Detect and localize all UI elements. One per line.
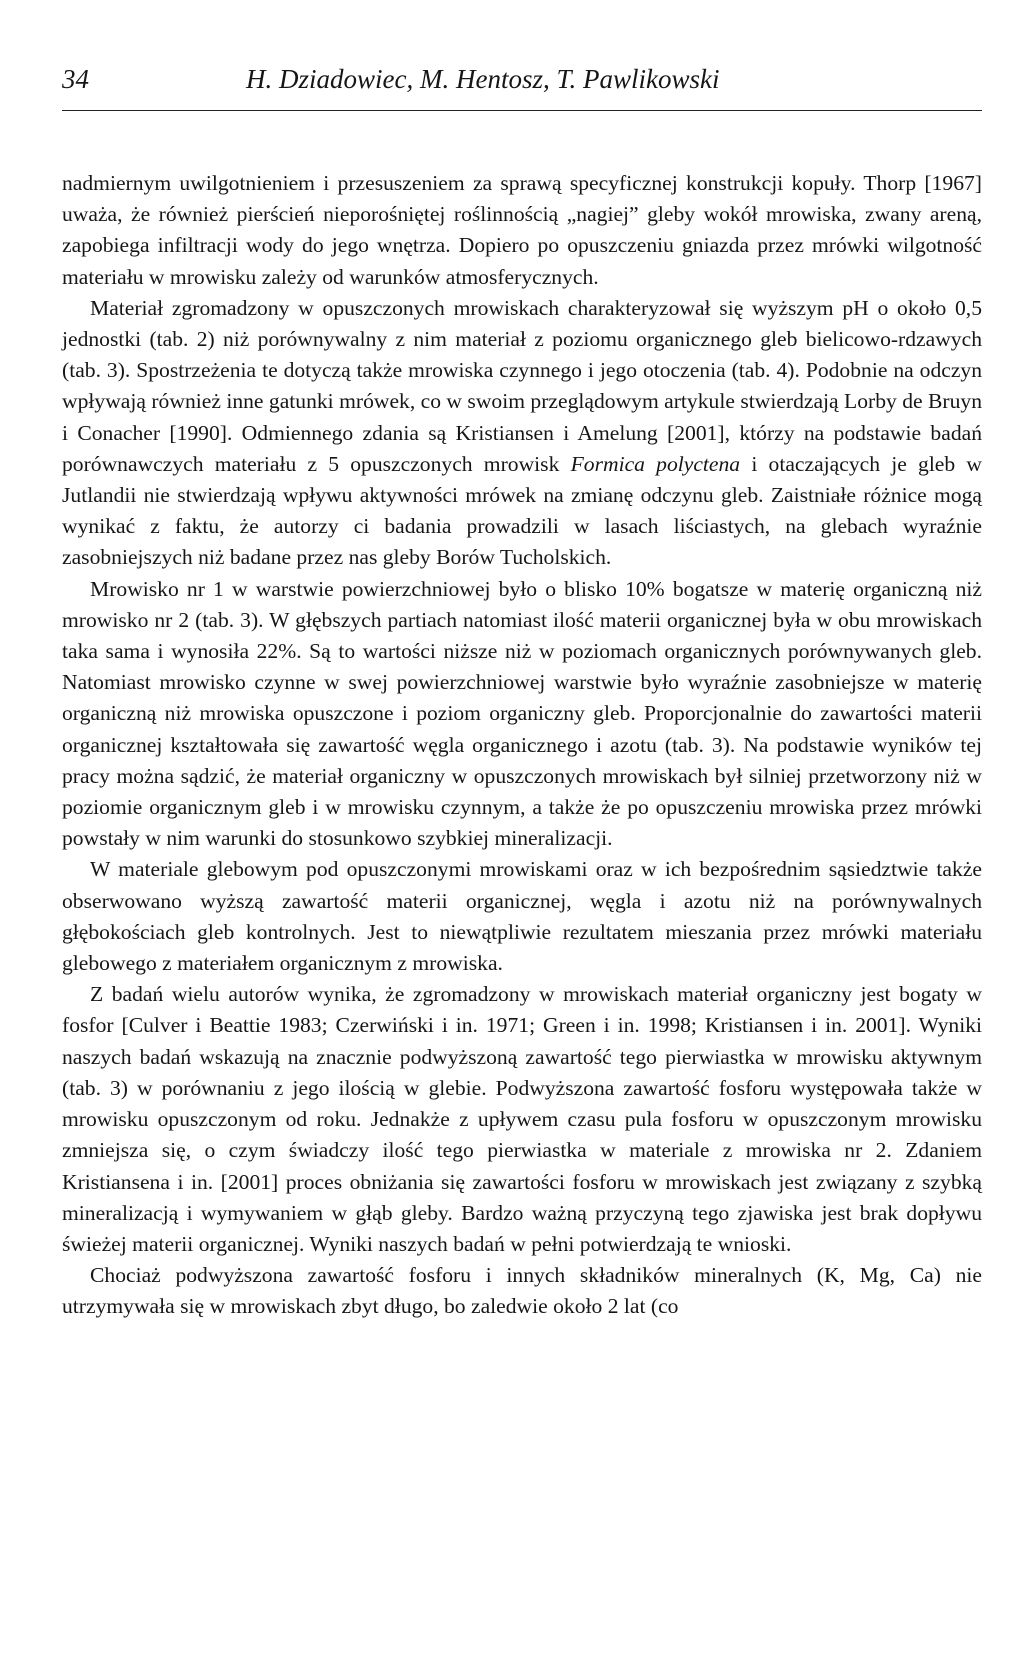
page-number: 34 xyxy=(62,64,89,94)
paragraph-4: W materiale glebowym pod opuszczonymi mrowiskami oraz w ich bezpośrednim sąsiedztwie także obserwowano wyższą zawartość materii organicznej, węgla i azotu niż na porównywalnych głębokościach gleb kontrolnych. Jest to niewątpliwie rezultatem mieszania przez mrówki materiału glebowego z materiałem organicznym z mrowiska. xyxy=(62,857,982,976)
header-rule xyxy=(62,110,982,111)
species-name: Formica polyctena xyxy=(570,451,741,476)
running-head-authors: H. Dziadowiec, M. Hentosz, T. Pawlikowski xyxy=(246,64,720,94)
paragraph-3: Mrowisko nr 1 w warstwie powierzchniowej było o blisko 10% bogatsze w materię organiczną niż mrowisko nr 2 (tab. 3). W głębszych partiach natomiast ilość materii organicznej była w obu mrowiskach taka sama i wynosiła 22%. Są to wartości niższe niż w poziomach organicznych porównywanych gleb. Natomiast mrowisko czynne w swej powierzchniowej warstwie było wyraźnie zasobniejsze w materię organiczną niż mrowiska opuszczone i poziom organiczny gleb. Proporcjonalnie do zawartości materii organicznej kształtowała się zawartość węgla organicznego i azotu (tab. 3). Na podstawie wyników tej pracy można sądzić, że materiał organiczny w opuszczonych mrowiskach był silniej przetworzony niż w poziomie organicznym gleb i w mrowisku czynnym, a także że po opuszczeniu mrowiska przez mrówki powstały w nim warunki do stosunkowo szybkiej mineralizacji. xyxy=(62,576,982,851)
running-head xyxy=(62,64,982,104)
paragraph-6: Chociaż podwyższona zawartość fosforu i innych składników mineralnych (K, Mg, Ca) nie utrzymywała się w mrowiskach zbyt długo, bo zaledwie około 2 lat (co xyxy=(62,1263,982,1319)
paragraph-1: nadmiernym uwilgotnieniem i przesuszeniem za sprawą specyficznej konstrukcji kopuły. Thorp [1967] uważa, że również pierścień nieporośniętej roślinnością „nagiej” gleby wokół mrowiska, zwany areną, zapobiega infiltracji wody do jego wnętrza. Dopiero po opuszczeniu gniazda przez mrówki wilgotność materiału w mrowisku zależy od warunków atmosferycznych. xyxy=(62,171,982,289)
paragraph-2: Materiał zgromadzony w opuszczonych mrowiskach charakteryzował się wyższym pH o około 0,5 jednostki (tab. 2) niż porównywalny z nim materiał z poziomu organicznego gleb bielicowo-rdzawych (tab. 3). Spostrzeżenia te dotyczą także mrowiska czynnego i jego otoczenia (tab. 4). Podobnie na odczyn wpływają również inne gatunki mrówek, co w swoim przeglądowym artykule stwierdzają Lorby de Bruyn i Conacher [1990]. Odmiennego zdania są Kristiansen i Amelung [2001], którzy na podstawie badań porównawczych materiału z 5 opuszczonych mrowisk Formica polyctena i otaczających je gleb w Jutlandii nie stwierdzają wpływu aktywności mrówek na zmianę odczynu gleb. Zaistniałe różnice mogą wynikać z faktu, że autorzy ci badania prowadzili w lasach liściastych, na glebach wyraźnie zasobniejszych niż badane przez nas gleby Borów Tucholskich. xyxy=(62,295,982,570)
page xyxy=(62,0,982,1670)
paragraph-5: Z badań wielu autorów wynika, że zgromadzony w mrowiskach materiał organiczny jest bogaty w fosfor [Culver i Beattie 1983; Czerwiński i in. 1971; Green i in. 1998; Kristiansen i in. 2001]. Wyniki naszych badań wskazują na znacznie podwyższoną zawartość tego pierwiastka w mrowisku aktywnym (tab. 3) w porównaniu z jego ilością w glebie. Podwyższona zawartość fosforu występowała także w mrowisku opuszczonym od roku. Jednakże z upływem czasu pula fosforu w opuszczonym mrowisku zmniejsza się, o czym świadczy ilość tego pierwiastka w materiale z mrowiska nr 2. Zdaniem Kristiansena i in. [2001] proces obniżania się zawartości fosforu w mrowiskach jest związany z szybką mineralizacją i wymywaniem w głąb gleby. Bardzo ważną przyczyną tego zjawiska jest brak dopływu świeżej materii organicznej. Wyniki naszych badań w pełni potwierdzają te wnioski. xyxy=(62,982,982,1256)
body-text xyxy=(62,168,982,1323)
